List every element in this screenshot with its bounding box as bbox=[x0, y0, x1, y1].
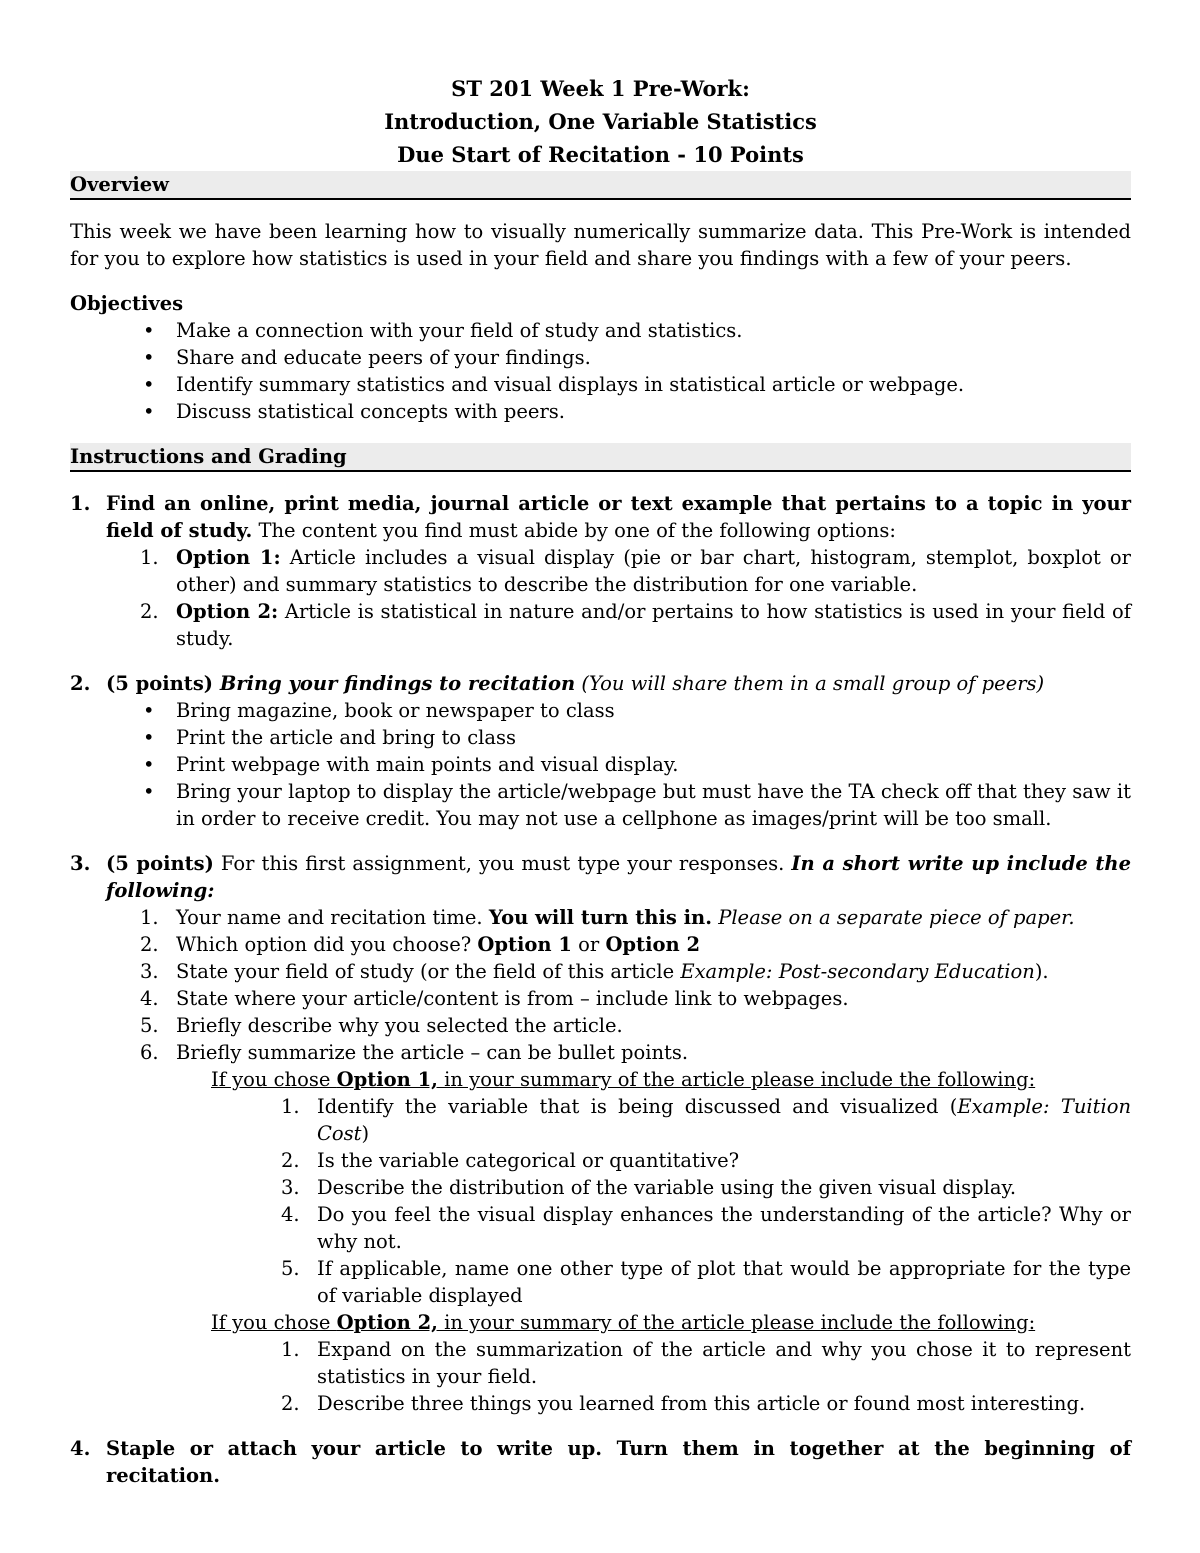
doc-title-line1: ST 201 Week 1 Pre-Work: bbox=[451, 76, 750, 101]
list-item: 2. Option 2: Article is statistical in nature and/or pertains to how statistics is used in your field of study. bbox=[140, 600, 1131, 650]
list-item: 2. Describe three things you learned from this article or found most interesting. bbox=[281, 1392, 1086, 1415]
list-item: 5. If applicable, name one other type of plot that would be appropriate for the type of variable displayed bbox=[281, 1257, 1131, 1307]
list-item: • Discuss statistical concepts with peers. bbox=[176, 398, 1131, 425]
option2-intro: If you chose Option 2, in your summary of the article please include the following: bbox=[211, 1311, 1036, 1334]
list-item: 1. Your name and recitation time. You will turn this in. Please on a separate piece of paper. bbox=[140, 906, 1075, 929]
list-item: • Bring magazine, book or newspaper to class bbox=[176, 697, 1131, 724]
instructions-heading: Instructions and Grading bbox=[70, 443, 1131, 472]
overview-paragraph: This week we have been learning how to visually numerically summarize data. This Pre-Work is intended for you to explore how statistics is used in your field and share you findings with a few of your peers. bbox=[70, 220, 1131, 270]
list-item: • Make a connection with your field of study and statistics. bbox=[176, 317, 1131, 344]
list-item: • Print the article and bring to class bbox=[176, 724, 1131, 751]
instruction-item-1: 1. Find an online, print media, journal article or text example that pertains to a topic in your field of study. The content you find must abide by one of the following options: bbox=[70, 492, 1131, 542]
list-item: 4. State where your article/content is from – include link to webpages. bbox=[140, 987, 849, 1010]
list-item: • Bring your laptop to display the article/webpage but must have the TA check off that they saw it in order to receive credit. You may not use a cellphone as images/print will be too small. bbox=[176, 778, 1131, 832]
doc-title-line2: Introduction, One Variable Statistics bbox=[384, 109, 817, 134]
list-item: 2. Is the variable categorical or quantitative? bbox=[281, 1149, 740, 1172]
list-item: 1. Expand on the summarization of the article and why you chose it to represent statistics in your field. bbox=[281, 1338, 1131, 1388]
list-item: • Identify summary statistics and visual displays in statistical article or webpage. bbox=[176, 371, 1131, 398]
bring-list bbox=[70, 697, 1131, 832]
list-item: 3. Describe the distribution of the variable using the given visual display. bbox=[281, 1176, 1017, 1199]
objectives-list bbox=[70, 317, 1131, 425]
doc-title-line3: Due Start of Recitation - 10 Points bbox=[397, 142, 804, 167]
overview-heading: Overview bbox=[70, 171, 1131, 200]
list-item: 1. Identify the variable that is being discussed and visualized (Example: Tuition Cost) bbox=[281, 1095, 1131, 1145]
list-item: 3. State your field of study (or the field of this article Example: Post-secondary Education). bbox=[140, 960, 1049, 983]
option1-intro: If you chose Option 1, in your summary of the article please include the following: bbox=[211, 1068, 1036, 1091]
instruction-item-4: 4. Staple or attach your article to write up. Turn them in together at the beginning of recitation. bbox=[70, 1437, 1131, 1487]
writeup-steps bbox=[70, 904, 1131, 1066]
document-page bbox=[70, 72, 1131, 1489]
instructions-list bbox=[70, 490, 1131, 1489]
list-item: • Print webpage with main points and visual display. bbox=[176, 751, 1131, 778]
list-item: 6. Briefly summarize the article – can be bullet points. bbox=[140, 1041, 689, 1064]
list-item: 5. Briefly describe why you selected the article. bbox=[140, 1014, 623, 1037]
list-item: • Share and educate peers of your findings. bbox=[176, 344, 1131, 371]
objectives-heading: Objectives bbox=[70, 292, 184, 315]
list-item: 4. Do you feel the visual display enhances the understanding of the article? Why or why not. bbox=[281, 1203, 1131, 1253]
list-item: 2. Which option did you choose? Option 1 or Option 2 bbox=[140, 933, 701, 956]
option1-list bbox=[70, 1093, 1131, 1309]
list-item: 1. Option 1: Article includes a visual display (pie or bar chart, histogram, stemplot, boxplot or other) and summary statistics to describe the distribution for one variable. bbox=[140, 546, 1131, 596]
options-list bbox=[70, 544, 1131, 652]
option2-list bbox=[70, 1336, 1131, 1417]
instruction-item-2: 2. (5 points) Bring your findings to recitation (You will share them in a small group of peers) bbox=[70, 672, 1045, 695]
instruction-item-3: 3. (5 points) For this first assignment, you must type your responses. In a short write up include the following: bbox=[70, 852, 1131, 902]
